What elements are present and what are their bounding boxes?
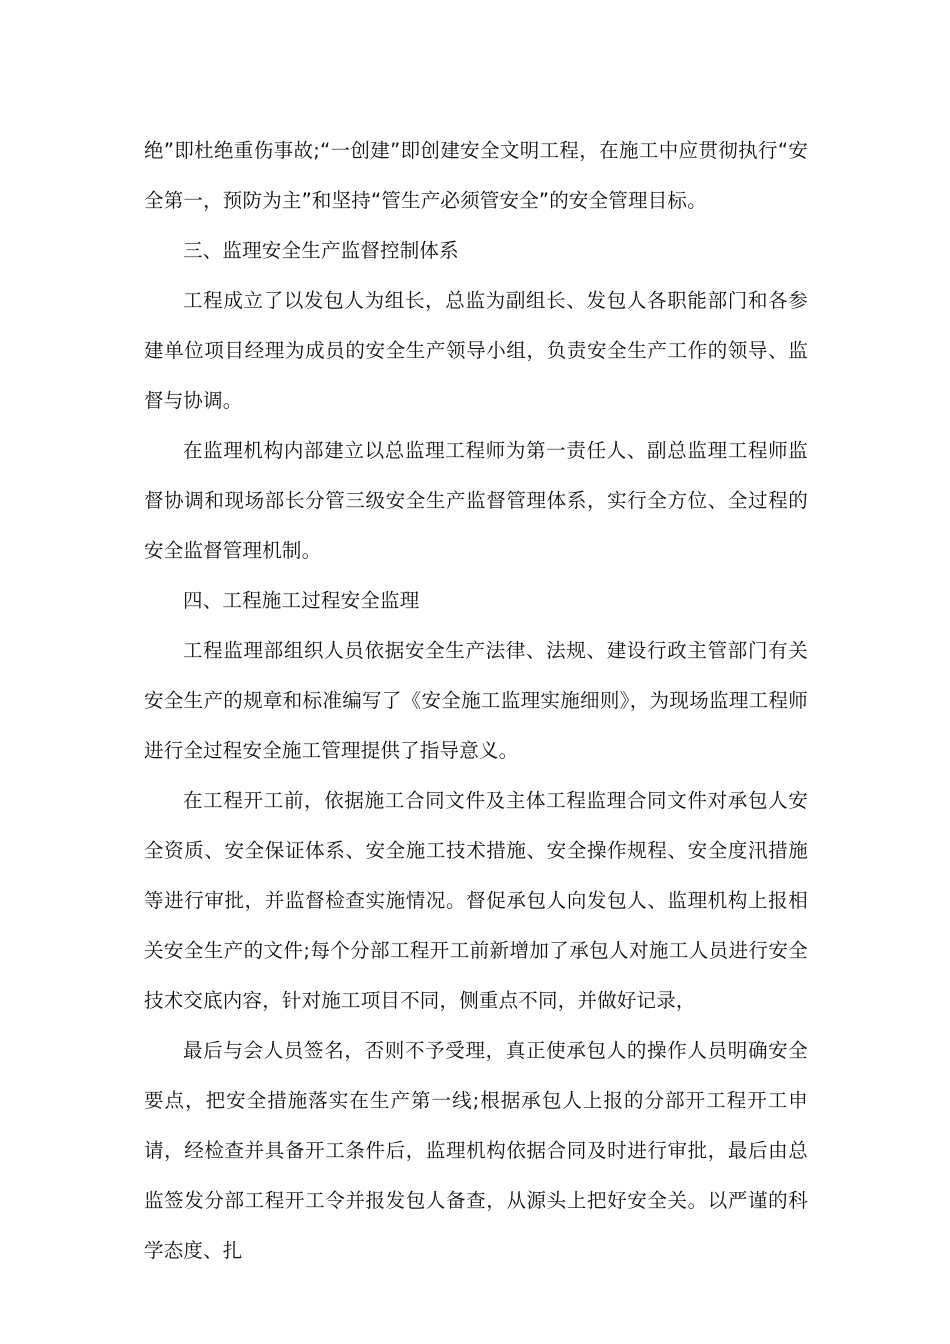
paragraph-continuation: 绝”即杜绝重伤事故;“一创建”即创建安全文明工程，在施工中应贯彻执行“安全第一，预防为主”和坚持“管生产必须管安全”的安全管理目标。 <box>144 139 808 212</box>
paragraph: 工程成立了以发包人为组长，总监为副组长、发包人各职能部门和各参建单位项目经理为成员的安全生产领导小组，负责安全生产工作的领导、监督与协调。 <box>144 289 808 412</box>
paragraph: 在工程开工前，依据施工合同文件及主体工程监理合同文件对承包人安全资质、安全保证体系、安全施工技术措施、安全操作规程、安全度汛措施等进行审批，并监督检查实施情况。督促承包人向发包人、监理机构上报相关安全生产的文件;每个分部工程开工前新增加了承包人对施工人员进行安全技术交底内容，针对施工项目不同，侧重点不同，并做好记录， <box>144 789 808 1012</box>
section-heading-3: 三、监理安全生产监督控制体系 <box>183 239 459 262</box>
paragraph: 工程监理部组织人员依据安全生产法律、法规、建设行政主管部门有关安全生产的规章和标准编写了《安全施工监理实施细则》，为现场监理工程师进行全过程安全施工管理提供了指导意义。 <box>144 639 808 762</box>
document-body <box>144 126 808 1276</box>
paragraph: 最后与会人员签名，否则不予受理，真正使承包人的操作人员明确安全要点，把安全措施落实在生产第一线;根据承包人上报的分部开工程开工申请，经检查并具备开工条件后，监理机构依据合同及时进行审批，最后由总监签发分部工程开工令并报发包人备查，从源头上把好安全关。以严谨的科学态度、扎 <box>144 1039 808 1262</box>
section-heading-4: 四、工程施工过程安全监理 <box>183 589 420 612</box>
paragraph: 在监理机构内部建立以总监理工程师为第一责任人、副总监理工程师监督协调和现场部长分管三级安全生产监督管理体系，实行全方位、全过程的安全监督管理机制。 <box>144 439 808 562</box>
